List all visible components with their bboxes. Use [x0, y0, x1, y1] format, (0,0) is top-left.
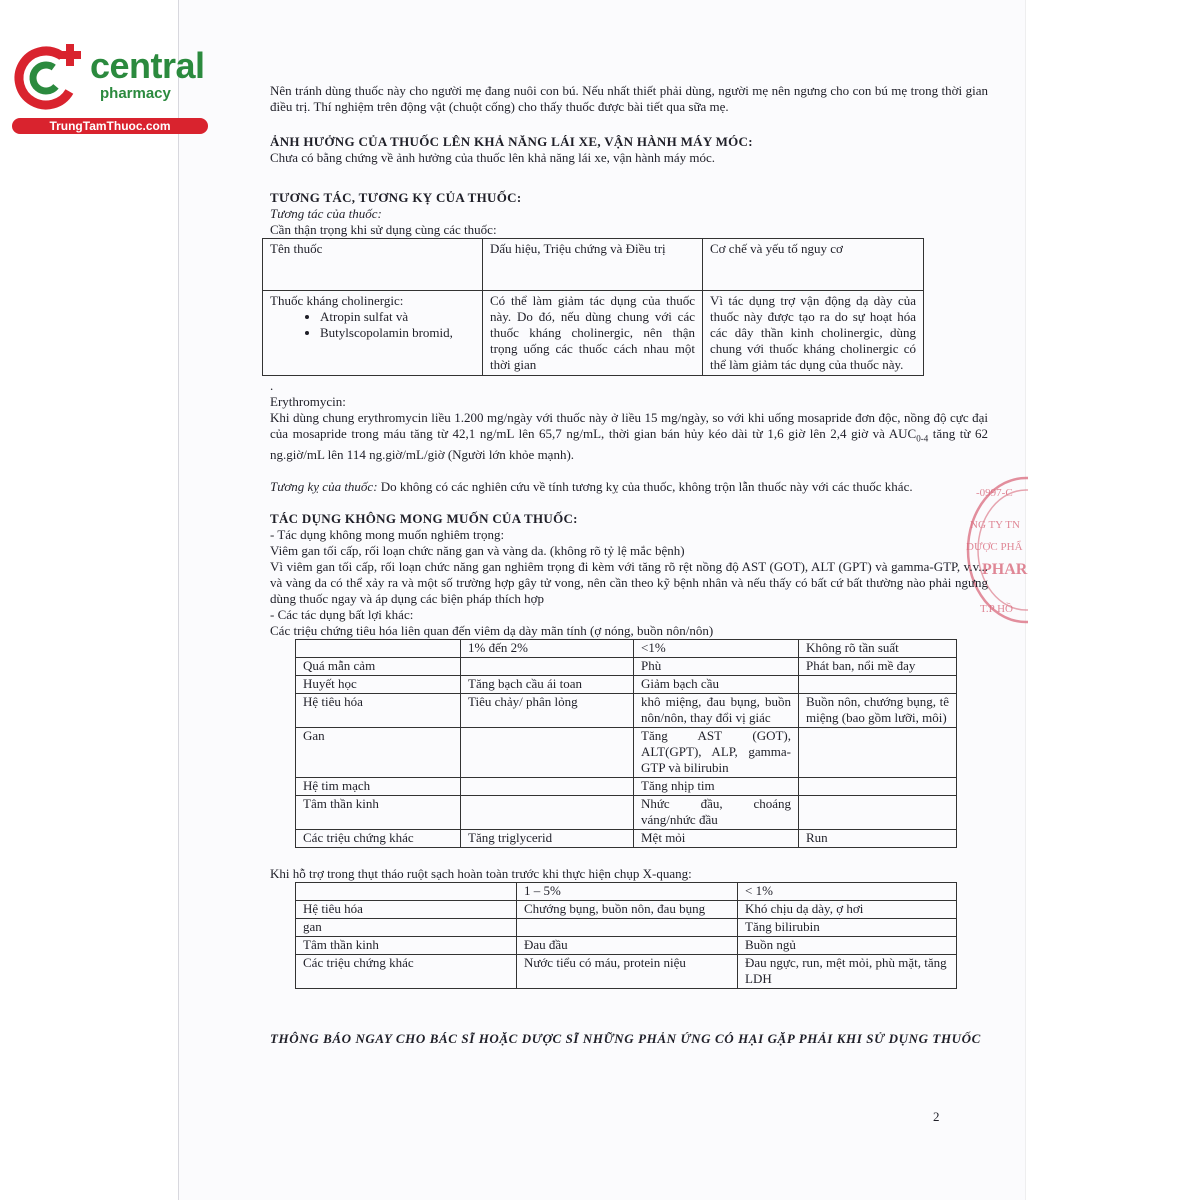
table-cell: Buồn nôn, chướng bụng, tê miệng (bao gồm lưỡi, môi) — [799, 693, 957, 727]
erythromycin-title: Erythromycin: — [270, 394, 346, 409]
svg-text:PHAR: PHAR — [982, 561, 1028, 578]
document-content — [270, 83, 988, 1047]
table-cell: Huyết học — [296, 675, 461, 693]
interactions-caution: Cần thận trọng khi sử dụng cùng các thuốc: — [270, 222, 497, 237]
svg-text:T.P HỒ: T.P HỒ — [980, 603, 1013, 615]
table-row — [296, 675, 957, 693]
incompatibility-paragraph — [270, 479, 988, 495]
table-cell: Mệt mỏi — [634, 829, 799, 847]
table-header-cell: Dấu hiệu, Triệu chứng và Điều trị — [483, 239, 703, 291]
table-cell: Tăng bạch cầu ái toan — [461, 675, 634, 693]
serious-effects-line2: Vì viêm gan tối cấp, rối loạn chức năng gan nghiêm trọng đi kèm với tăng rõ rệt nồng độ AST (GOT), ALT (GPT) và gamma-GTP, v.v... và vàng da có thể xảy ra và một số trường hợp gây tử vong, nên cần theo kỹ bệnh nhân và nếu thấy có bất cứ bất thường nào phải ngưng dùng thuốc ngay và áp dụng các biện pháp thích hợp — [270, 558, 988, 606]
table-row — [263, 291, 924, 376]
serious-effects-line1: Viêm gan tối cấp, rối loạn chức năng gan và vàng da. (không rõ tỷ lệ mắc bệnh) — [270, 542, 685, 558]
table-cell: khô miệng, đau bụng, buồn nôn/nôn, thay đổi vị giác — [634, 693, 799, 727]
table-cell: Tiêu chảy/ phân lỏng — [461, 693, 634, 727]
table-cell: Nhức đầu, choáng váng/nhức đầu — [634, 795, 799, 829]
table-header-cell: Cơ chế và yếu tố nguy cơ — [703, 239, 924, 291]
table-cell: Tâm thần kinh — [296, 795, 461, 829]
adverse-heading: TÁC DỤNG KHÔNG MONG MUỐN CỦA THUỐC: — [270, 510, 578, 526]
xray-intro: Khi hỗ trợ trong thụt tháo ruột sạch hoàn toàn trước khi thực hiện chụp X-quang: — [270, 865, 692, 881]
table-row — [296, 936, 957, 954]
central-pharmacy-logo — [10, 40, 210, 136]
serious-effects-title: - Tác dụng không mong muốn nghiêm trọng: — [270, 526, 505, 542]
drug-group-label: Thuốc kháng cholinergic: — [270, 293, 404, 308]
table-cell: Gan — [296, 727, 461, 777]
table-cell: Có thể làm giảm tác dụng của thuốc này. Do đó, nếu dùng chung với các thuốc kháng cholinergic, nên thận trọng uống các thuốc cách nhau một thời gian — [483, 291, 703, 376]
table-cell: Quá mẫn cảm — [296, 657, 461, 675]
table-cell: Buồn ngủ — [738, 936, 957, 954]
other-effects-title: - Các tác dụng bất lợi khác: — [270, 606, 414, 622]
table-cell: gan — [296, 918, 517, 936]
table-cell: Phát ban, nổi mề đay — [799, 657, 957, 675]
table-cell: Tăng AST (GOT), ALT(GPT), ALP, gamma-GTP và bilirubin — [634, 727, 799, 777]
table-cell — [799, 795, 957, 829]
table-header-row — [296, 639, 957, 657]
xray-effects-table — [295, 882, 957, 989]
logo-brand-text: central — [90, 45, 205, 86]
table-row — [296, 918, 957, 936]
adverse-effects-table — [295, 639, 957, 848]
driving-heading: ẢNH HƯỞNG CỦA THUỐC LÊN KHẢ NĂNG LÁI XE, VẬN HÀNH MÁY MÓC: — [270, 134, 753, 149]
table-cell — [461, 795, 634, 829]
table-cell: Đau ngực, run, mệt mỏi, phù mặt, tăng LDH — [738, 954, 957, 988]
logo-sub-text: pharmacy — [100, 85, 171, 102]
table-header-row — [263, 239, 924, 291]
table-header-cell — [296, 639, 461, 657]
table-cell — [263, 291, 483, 376]
table-header-cell — [296, 882, 517, 900]
table-cell — [799, 727, 957, 777]
table-cell: Các triệu chứng khác — [296, 954, 517, 988]
interactions-subheading: Tương tác của thuốc: — [270, 206, 382, 221]
stray-dot: . — [270, 378, 274, 393]
page-number: 2 — [933, 1109, 940, 1124]
drug-list — [270, 309, 475, 341]
svg-text:-0997-C: -0997-C — [976, 487, 1013, 499]
table-row — [296, 693, 957, 727]
table-header-cell: Tên thuốc — [263, 239, 483, 291]
table-cell: Phù — [634, 657, 799, 675]
table-cell: Tăng bilirubin — [738, 918, 957, 936]
table-header-cell: 1% đến 2% — [461, 639, 634, 657]
interactions-heading: TƯƠNG TÁC, TƯƠNG KỴ CỦA THUỐC: — [270, 190, 522, 205]
table-cell: Vì tác dụng trợ vận động dạ dày của thuốc này được tạo ra do sự hoạt hóa các dây thần kinh cholinergic, dùng chung với thuốc kháng cholinergic có thể làm giảm tác dụng của thuốc này. — [703, 291, 924, 376]
table-cell: Tâm thần kinh — [296, 936, 517, 954]
table-cell: Tăng triglycerid — [461, 829, 634, 847]
auc-subscript: 0-4 — [916, 433, 929, 444]
incompatibility-label: Tương kỵ của thuốc: — [270, 478, 378, 494]
svg-text:DƯỢC PHẨ: DƯỢC PHẨ — [966, 541, 1023, 553]
driving-text: Chưa có bằng chứng về ảnh hưởng của thuốc lên khả năng lái xe, vận hành máy móc. — [270, 150, 715, 165]
table-cell: Chướng bụng, buồn nôn, đau bụng — [517, 900, 738, 918]
table-cell — [517, 918, 738, 936]
report-notice: THÔNG BÁO NGAY CHO BÁC SĨ HOẶC DƯỢC SĨ NHỮNG PHẢN ỨNG CÓ HẠI GẶP PHẢI KHI SỬ DỤNG THUỐC — [270, 1030, 981, 1046]
breastfeeding-paragraph: Nên tránh dùng thuốc này cho người mẹ đang nuôi con bú. Nếu nhất thiết phải dùng, người mẹ nên ngưng cho con bú mẹ trong thời gian điều trị. Thí nghiệm trên động vật (chuột cống) cho thấy thuốc được bài tiết qua sữa mẹ. — [270, 83, 988, 114]
table-cell — [461, 777, 634, 795]
table-cell — [461, 657, 634, 675]
table-cell: Các triệu chứng khác — [296, 829, 461, 847]
erythromycin-text — [270, 410, 988, 463]
list-item: • Atropin sulfat và — [320, 309, 475, 325]
table-cell: Hệ tim mạch — [296, 777, 461, 795]
incompatibility-text: Do không có các nghiên cứu về tính tương kỵ của thuốc, không trộn lẫn thuốc này với các thuốc khác. — [377, 478, 913, 494]
table-row — [296, 795, 957, 829]
table-cell: Run — [799, 829, 957, 847]
table-row — [296, 954, 957, 988]
table-cell — [799, 675, 957, 693]
table-cell: Nước tiểu có máu, protein niệu — [517, 954, 738, 988]
table-cell: Đau đầu — [517, 936, 738, 954]
table-header-cell: <1% — [634, 639, 799, 657]
table-header-cell: < 1% — [738, 882, 957, 900]
table-row — [296, 829, 957, 847]
table-cell: Tăng nhịp tim — [634, 777, 799, 795]
table-header-cell: 1 – 5% — [517, 882, 738, 900]
erythromycin-text-b: tăng từ 62 ng.giờ/mL lên 114 ng.giờ/mL/giờ (Người lớn khỏe mạnh). — [270, 426, 988, 462]
erythromycin-text-a: Khi dùng chung erythromycin liều 1.200 mg/ngày với thuốc này ở liều 15 mg/ngày, so với khi uống mosapride đơn độc, nồng độ cực đại của mosapride trong máu tăng từ 42,1 ng/mL lên 65,7 ng/mL, thời gian bán hủy kéo dài từ 1,6 giờ lên 2,4 giờ và AUC — [270, 410, 988, 441]
table-cell — [461, 727, 634, 777]
logo-mark-icon — [10, 40, 90, 116]
list-item: • Butylscopolamin bromid, — [320, 325, 475, 341]
table-cell — [799, 777, 957, 795]
table-cell: Hệ tiêu hóa — [296, 693, 461, 727]
table-row — [296, 900, 957, 918]
table-header-cell: Không rõ tần suất — [799, 639, 957, 657]
table-cell: Hệ tiêu hóa — [296, 900, 517, 918]
table-row — [296, 657, 957, 675]
table-cell: Giảm bạch cầu — [634, 675, 799, 693]
table-header-row — [296, 882, 957, 900]
logo-site-bar: TrungTamThuoc.com — [12, 118, 208, 134]
interaction-table — [262, 238, 924, 376]
table-row — [296, 777, 957, 795]
svg-text:NG TY TN: NG TY TN — [970, 519, 1020, 531]
other-effects-subtitle: Các triệu chứng tiêu hóa liên quan đến viêm dạ dày mãn tính (ợ nóng, buồn nôn/nôn) — [270, 622, 714, 638]
table-row — [296, 727, 957, 777]
table-cell: Khó chịu dạ dày, ợ hơi — [738, 900, 957, 918]
